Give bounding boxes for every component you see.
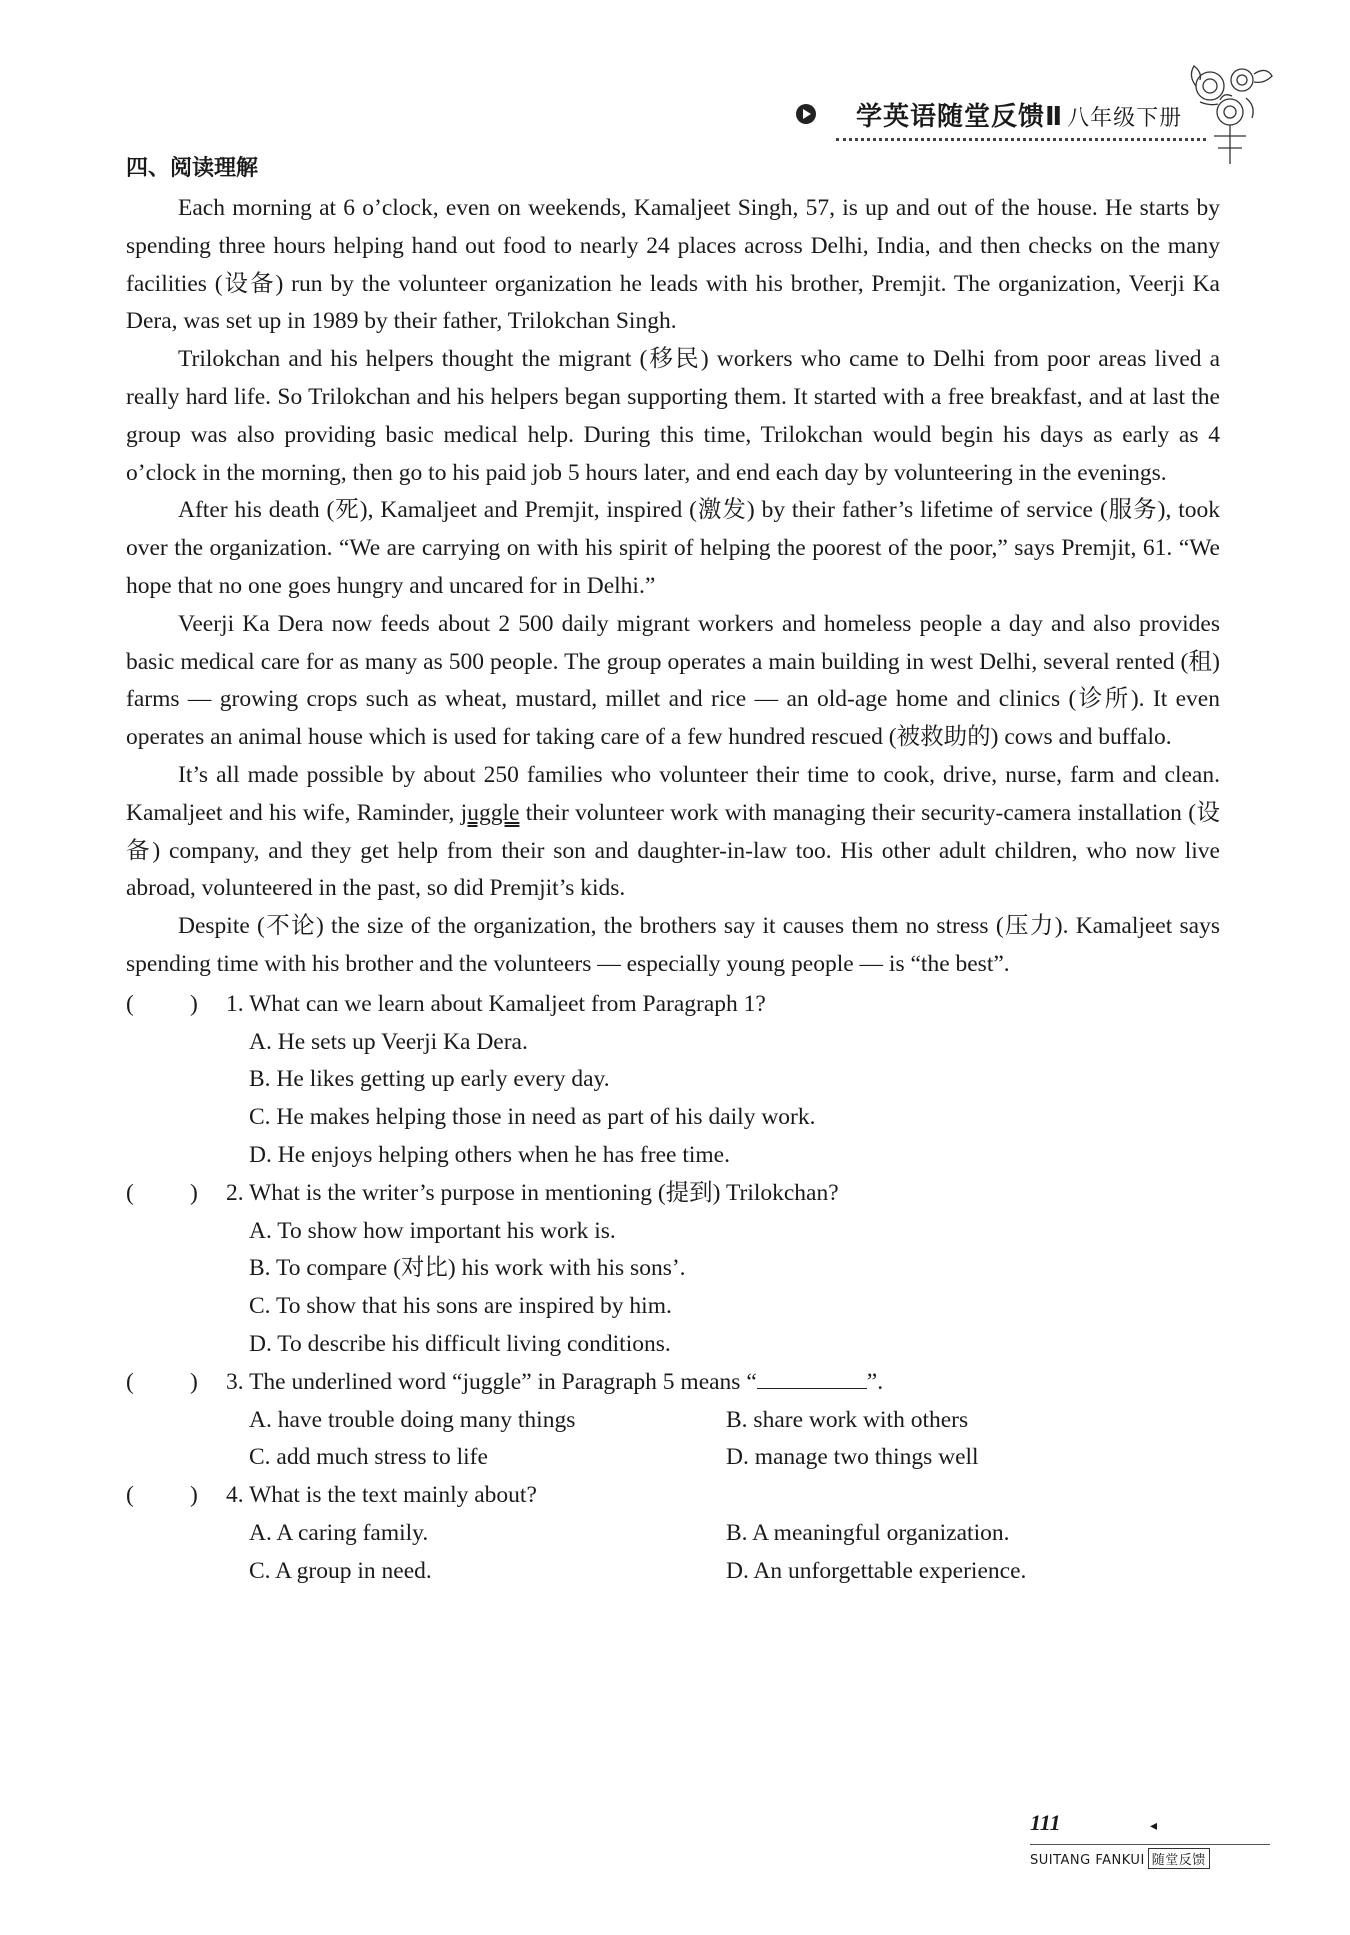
option-row: [126, 1515, 1220, 1553]
option-row: [126, 1402, 1220, 1440]
passage-paragraph-3: After his death (死), Kamaljeet and Premjit, inspired (激发) by their father’s lifetime of service (服务), took over the organization. “We are carrying on with his spirit of helping the poorest of the poor,” says Premjit, 61. “We hope that no one goes hungry and uncared for in Delhi.”: [126, 497, 1220, 599]
option-c: C. add much stress to life: [249, 1444, 488, 1471]
brand-chinese: 随堂反馈: [1148, 1848, 1210, 1869]
question-list: [126, 986, 1220, 1591]
question-2: [126, 1175, 1220, 1213]
option-row: [126, 1213, 1220, 1251]
question-3: [126, 1364, 1220, 1402]
question-text: [226, 1364, 883, 1402]
option-d: D. He enjoys helping others when he has free time.: [249, 1141, 730, 1168]
option-row: [126, 1439, 1220, 1477]
play-bullet-icon: [796, 104, 816, 124]
option-row: [126, 1288, 1220, 1326]
open-paren: (: [126, 1482, 134, 1509]
option-c: C. To show that his sons are inspired by him.: [249, 1293, 672, 1320]
passage-paragraph-1: Each morning at 6 o’clock, even on weekends, Kamaljeet Singh, 57, is up and out of the house. He starts by spending three hours helping hand out food to nearly 24 places across Delhi, India, and then checks on the many facilities (设备) run by the volunteer organization he leads with his brother, Premjit. The organization, Veerji Ka Dera, was set up in 1989 by their father, Trilokchan Singh.: [126, 195, 1220, 335]
question-text: 2. What is the writer’s purpose in mentioning (提到) Trilokchan?: [226, 1179, 839, 1206]
question-text: 1. What can we learn about Kamaljeet from Paragraph 1?: [226, 990, 766, 1017]
paragraph-5-text-before: It’s all made possible by about 250 families who volunteer their time to cook, drive, nurse, farm and clean. Kamaljeet and his wife, Raminder,: [126, 761, 1220, 826]
left-arrow-icon: ◂: [1150, 1819, 1158, 1834]
option-row: [126, 1099, 1220, 1137]
close-paren: ): [190, 990, 198, 1017]
book-title: 学英语随堂反馈Ⅱ: [856, 102, 1064, 132]
option-a: A. He sets up Veerji Ka Dera.: [249, 1028, 528, 1055]
section-title: 四、阅读理解: [126, 156, 259, 181]
page-number: 111: [1030, 1810, 1061, 1835]
option-row: [126, 1250, 1220, 1288]
header-dotted-rule: [836, 138, 1206, 141]
passage-paragraph-4: Veerji Ka Dera now feeds about 2 500 daily migrant workers and homeless people a day and also provides basic medical care for as many as 500 people. The group operates a main building in west Delhi, several rented (租) farms — growing crops such as wheat, mustard, millet and rice — an old-age home and clinics (诊所). It even operates an animal house which is used for taking care of a few hundred rescued (被救助的) cows and buffalo.: [126, 610, 1220, 751]
question-text-after: ”.: [866, 1368, 884, 1395]
footer-brand: [1030, 1844, 1270, 1869]
question-4: [126, 1477, 1220, 1515]
option-row: [126, 1553, 1220, 1591]
option-row: [126, 1024, 1220, 1062]
option-row: [126, 1137, 1220, 1175]
option-row: [126, 1326, 1220, 1364]
question-1: [126, 986, 1220, 1024]
header-title: [856, 96, 1182, 133]
brand-english: SUITANG FANKUI: [1030, 1853, 1145, 1868]
option-c: C. He makes helping those in need as part of his daily work.: [249, 1104, 816, 1131]
option-b: B. A meaningful organization.: [726, 1519, 1010, 1546]
option-a: A. have trouble doing many things: [249, 1406, 576, 1433]
close-paren: ): [190, 1368, 198, 1395]
grade-label: 八年级下册: [1067, 106, 1183, 131]
open-paren: (: [126, 990, 134, 1017]
reading-section: [126, 152, 1220, 1590]
floral-ornament-icon: [1180, 56, 1280, 166]
open-paren: (: [126, 1179, 134, 1206]
option-c: C. A group in need.: [249, 1557, 432, 1584]
option-row: [126, 1061, 1220, 1099]
passage-paragraph-6: Despite (不论) the size of the organization, the brothers say it causes them no stress (压力). Kamaljeet says spending time with his brother and the volunteers — especially young people — is “the best”.: [126, 913, 1220, 977]
option-d: D. manage two things well: [726, 1444, 979, 1471]
option-a: A. To show how important his work is.: [249, 1217, 616, 1244]
fill-in-blank-line[interactable]: [757, 1368, 867, 1389]
question-text-before: 3. The underlined word “juggle” in Paragraph 5 means “: [226, 1368, 757, 1395]
option-b: B. To compare (对比) his work with his sons’.: [249, 1255, 686, 1282]
option-a: A. A caring family.: [249, 1519, 429, 1546]
question-text: 4. What is the text mainly about?: [226, 1482, 537, 1509]
option-d: D. An unforgettable experience.: [726, 1557, 1027, 1584]
close-paren: ): [190, 1179, 198, 1206]
underlined-word-juggle: juggle: [460, 799, 520, 826]
page-footer: [1030, 1810, 1280, 1880]
option-b: B. share work with others: [726, 1406, 969, 1433]
passage-paragraph-2: Trilokchan and his helpers thought the migrant (移民) workers who came to Delhi from poor areas lived a really hard life. So Trilokchan and his helpers began supporting them. It started with a free breakfast, and at last the group was also providing basic medical help. During this time, Trilokchan would begin his days as early as 4 o’clock in the morning, then go to his paid job 5 hours later, and end each day by volunteering in the evenings.: [126, 346, 1220, 486]
option-d: D. To describe his difficult living conditions.: [249, 1330, 671, 1357]
paragraph-5-text-after: their volunteer work with managing their security-camera installation (设备) company, and they get help from their son and daughter-in-law too. His other adult children, who now live abroad, volunteered in the past, so did Premjit’s kids.: [126, 799, 1220, 902]
passage-paragraph-5: [126, 757, 1220, 908]
open-paren: (: [126, 1368, 134, 1395]
option-b: B. He likes getting up early every day.: [249, 1066, 610, 1093]
page-header: [796, 96, 1226, 136]
close-paren: ): [190, 1482, 198, 1509]
